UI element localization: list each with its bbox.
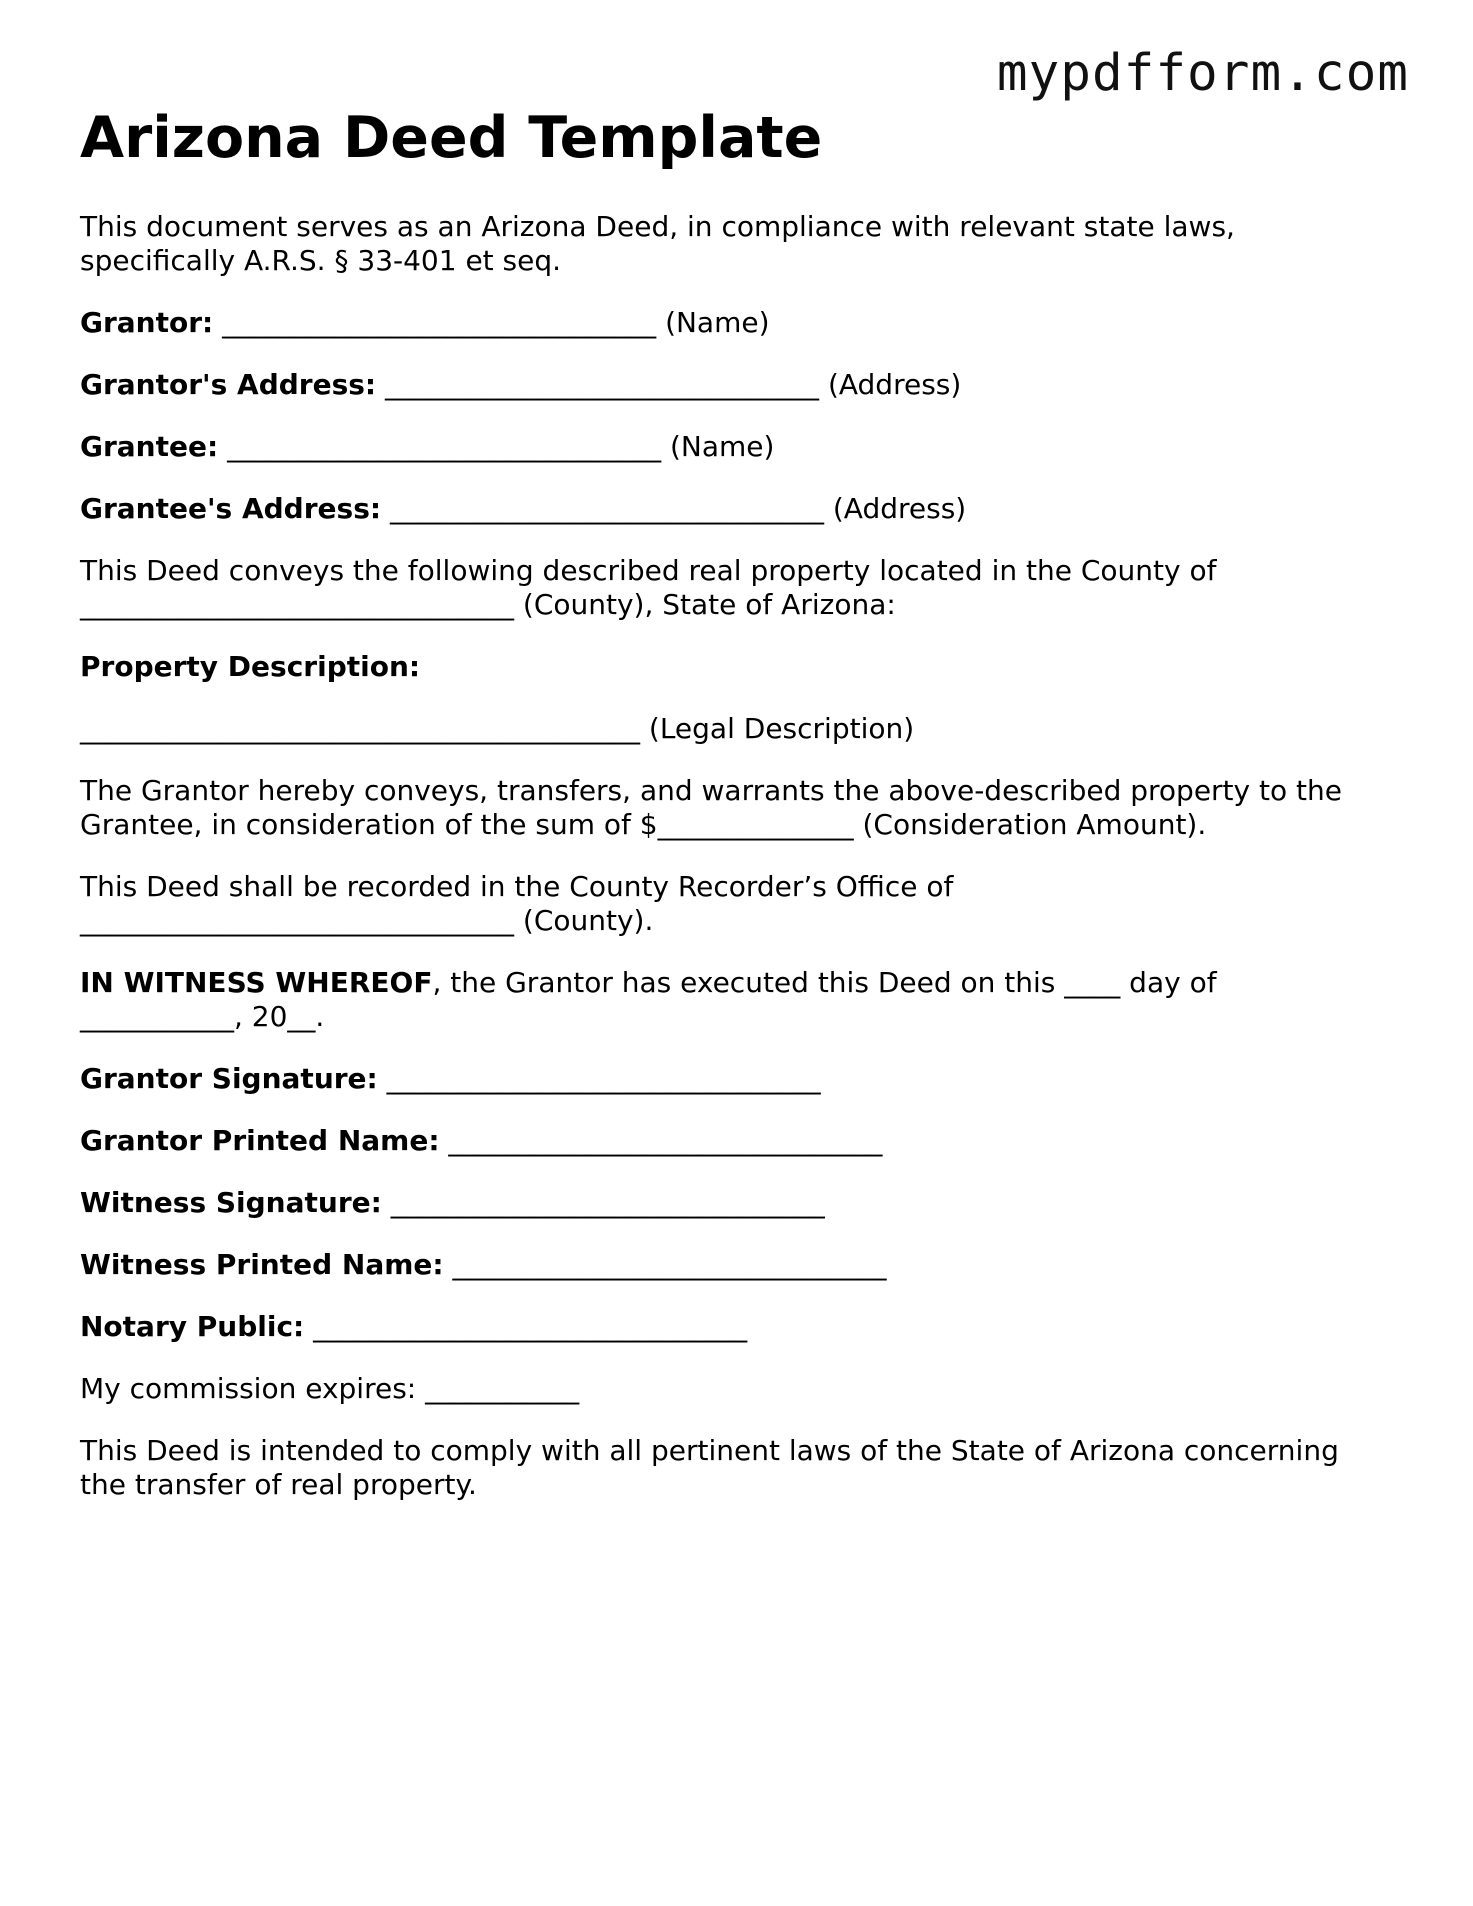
witness-whereof-paragraph bbox=[80, 966, 1390, 1034]
recorded-paragraph bbox=[80, 870, 1390, 938]
witness-whereof-date-line: ___________, 20__. bbox=[80, 1000, 325, 1033]
grantor-address-blank: _______________________________ bbox=[376, 368, 828, 401]
closing-paragraph bbox=[80, 1434, 1390, 1502]
grantor-blank: _______________________________ bbox=[213, 306, 666, 339]
warrant-line-1: The Grantor hereby conveys, transfers, and warrants the above-described property to the bbox=[80, 774, 1342, 807]
notary-public-field bbox=[80, 1310, 1390, 1344]
notary-public-label: Notary Public: bbox=[80, 1310, 305, 1343]
recorded-line-2: _______________________________ (County). bbox=[80, 904, 654, 937]
grantor-signature-label: Grantor Signature: bbox=[80, 1062, 378, 1095]
conveys-paragraph bbox=[80, 554, 1390, 622]
grantee-hint: (Name) bbox=[670, 430, 775, 463]
grantor-printed-name-field bbox=[80, 1124, 1390, 1158]
warrant-paragraph bbox=[80, 774, 1390, 842]
property-description-label: Property Description: bbox=[80, 650, 421, 683]
witness-printed-name-label: Witness Printed Name: bbox=[80, 1248, 444, 1281]
witness-signature-label: Witness Signature: bbox=[80, 1186, 382, 1219]
witness-printed-name-field bbox=[80, 1248, 1390, 1282]
closing-line-2: the transfer of real property. bbox=[80, 1468, 477, 1501]
grantee-address-field bbox=[80, 492, 1390, 526]
grantor-address-field bbox=[80, 368, 1390, 402]
property-description-heading bbox=[80, 650, 1390, 684]
grantee-field bbox=[80, 430, 1390, 464]
grantor-address-hint: (Address) bbox=[827, 368, 962, 401]
document-title: Arizona Deed Template bbox=[80, 105, 823, 171]
legal-description-line: ________________________________________ (Legal Description) bbox=[80, 712, 915, 745]
grantor-printed-name-label: Grantor Printed Name: bbox=[80, 1124, 440, 1157]
recorded-line-1: This Deed shall be recorded in the County Recorder’s Office of bbox=[80, 870, 954, 903]
grantee-address-hint: (Address) bbox=[832, 492, 967, 525]
witness-whereof-bold: IN WITNESS WHEREOF bbox=[80, 966, 433, 999]
intro-paragraph: This document serves as an Arizona Deed, in compliance with relevant state laws, specifically A.R.S. § 33-401 et seq. bbox=[80, 210, 1235, 277]
warrant-line-2: Grantee, in consideration of the sum of $______________ (Consideration Amount). bbox=[80, 808, 1207, 841]
witness-whereof-rest: , the Grantor has executed this Deed on this ____ day of bbox=[432, 966, 1217, 999]
closing-line-1: This Deed is intended to comply with all pertinent laws of the State of Arizona concerning bbox=[80, 1434, 1339, 1467]
grantor-signature-field bbox=[80, 1062, 1390, 1096]
witness-printed-name-blank: _______________________________ bbox=[443, 1248, 887, 1281]
conveys-line-2: _______________________________ (County), State of Arizona: bbox=[80, 588, 896, 621]
watermark: mypdfform.com bbox=[996, 44, 1409, 103]
grantor-printed-name-blank: _______________________________ bbox=[439, 1124, 883, 1157]
conveys-line-1: This Deed conveys the following described real property located in the County of bbox=[80, 554, 1217, 587]
grantee-address-blank: _______________________________ bbox=[381, 492, 833, 525]
witness-signature-blank: _______________________________ bbox=[381, 1186, 825, 1219]
grantee-address-label: Grantee's Address: bbox=[80, 492, 382, 525]
grantor-label: Grantor: bbox=[80, 306, 214, 339]
grantor-hint: (Name) bbox=[665, 306, 770, 339]
notary-public-blank: _______________________________ bbox=[304, 1310, 748, 1343]
deed-document bbox=[80, 104, 1390, 1530]
grantor-address-label: Grantor's Address: bbox=[80, 368, 377, 401]
grantor-signature-blank: _______________________________ bbox=[377, 1062, 821, 1095]
grantor-field bbox=[80, 306, 1390, 340]
grantee-label: Grantee: bbox=[80, 430, 219, 463]
grantee-blank: _______________________________ bbox=[218, 430, 670, 463]
witness-signature-field bbox=[80, 1186, 1390, 1220]
commission-expires-line: My commission expires: ___________ bbox=[80, 1372, 580, 1405]
